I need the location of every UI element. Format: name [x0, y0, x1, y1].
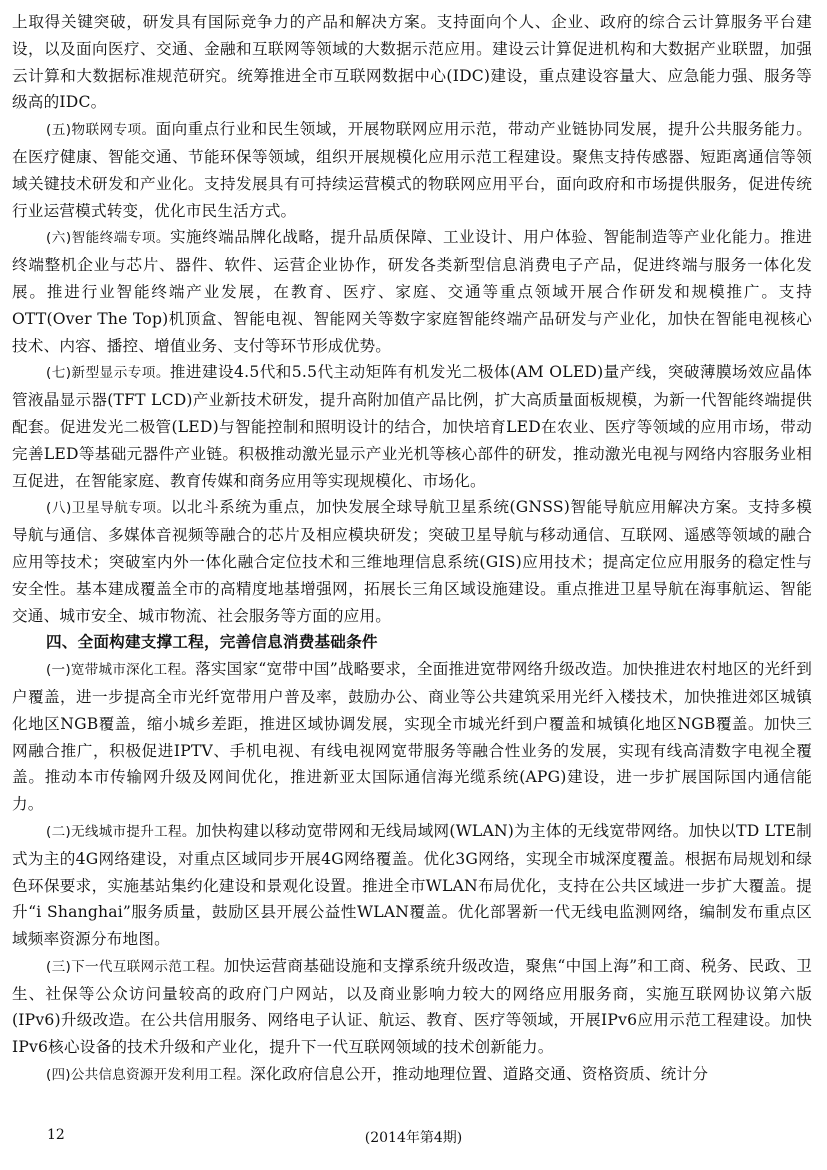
item-label: (七)新型显示专项。	[46, 365, 170, 382]
item-text: 加快运营商基础设施和支撑系统升级改造，聚焦“中国上海”和工商、税务、民政、卫生、社保等公众访问量较高的政府门户网站，以及商业影响力较大的网络应用服务商，实施互联网协议第六版(IPv6)升级改造。在公共信用服务、网络电子认证、航运、教育、医疗等领域，开展IPv6应用示范工程建设。加快IPv6核心设备的技术升级和产业化，提升下一代互联网领域的技术创新能力。	[12, 956, 812, 1057]
item-text: 加快构建以移动宽带网和无线局域网(WLAN)为主体的无线宽带网络。加快以TD LTE制式为主的4G网络建设，对重点区域同步开展4G网络覆盖。优化3G网络，实现全市城深度覆盖。根据布局规划和绿色环保要求，实施基站集约化建设和景观化设置。推进全市WLAN布局优化，支持在公共区域进一步扩大覆盖。提升“i Shanghai”服务质量，鼓励区县开展公益性WLAN覆盖。优化部署新一代无线电监测网络，编制发布重点区域频率资源分布地图。	[12, 821, 812, 949]
paragraph-next-gen-internet	[12, 953, 812, 1061]
item-label: (二)无线城市提升工程。	[46, 823, 196, 840]
article-body	[12, 9, 812, 1089]
paragraph-satellite-navigation	[12, 494, 812, 629]
item-text: 落实国家“宽带中国”战略要求，全面推进宽带网络升级改造。加快推进农村地区的光纤到户覆盖，进一步提高全市光纤宽带用户普及率，鼓励办公、商业等公共建筑采用光纤入楼技术，加快推进郊区城镇化地区NGB覆盖，缩小城乡差距，推进区域协调发展，实现全市城光纤到户覆盖和城镇化地区NGB覆盖。加快三网融合推广，积极促进IPTV、手机电视、有线电视网宽带服务等融合性业务的发展，实现有线高清数字电视全覆盖。推动本市传输网升级及网间优化，推进新亚太国际通信海光缆系统(APG)建设，进一步扩展国际国内通信能力。	[12, 660, 812, 814]
item-label: (五)物联网专项。	[46, 122, 156, 139]
paragraph-iot	[12, 116, 812, 224]
item-label: (一)宽带城市深化工程。	[46, 662, 196, 679]
paragraph-broadband-city	[12, 656, 812, 818]
item-label: (八)卫星导航专项。	[46, 500, 171, 517]
paragraph-wireless-city	[12, 818, 812, 953]
item-label: (三)下一代互联网示范工程。	[46, 958, 224, 975]
item-text: 以北斗系统为重点，加快发展全球导航卫星系统(GNSS)智能导航应用解决方案。支持多模导航与通信、多媒体音视频等融合的芯片及相应模块研发；突破卫星导航与移动通信、互联网、遥感等领域的融合应用等技术；突破室内外一体化融合定位技术和三维地理信息系统(GIS)应用技术；提高定位应用服务的稳定性与安全性。基本建成覆盖全市的高精度地基增强网，拓展长三角区域设施建设。重点推进卫星导航在海事航运、智能交通、城市安全、城市物流、社会服务等方面的应用。	[12, 498, 812, 625]
section-heading: 四、全面构建支撑工程，完善信息消费基础条件	[46, 633, 378, 652]
item-text: 深化政府信息公开，推动地理位置、道路交通、资格资质、统计分	[250, 1065, 709, 1084]
paragraph-public-info-resources	[12, 1061, 812, 1089]
page-number: 12	[47, 1127, 65, 1143]
paragraph-new-display	[12, 359, 812, 494]
item-text: 面向重点行业和民生领域，开展物联网应用示范，带动产业链协同发展，提升公共服务能力。在医疗健康、智能交通、节能环保等领域，组织开展规模化应用示范工程建设。聚焦支持传感器、短距离通信等领域关键技术研发和产业化。支持发展具有可持续运营模式的物联网应用平台，面向政府和市场提供服务，促进传统行业运营模式转变，优化市民生活方式。	[12, 120, 812, 220]
item-text: 推进建设4.5代和5.5代主动矩阵有机发光二极体(AM OLED)量产线，突破薄膜场效应晶体管液晶显示器(TFT LCD)产业新技术研发，提升高附加值产品比例，扩大高质量面板规模，为新一代智能终端提供配套。促进发光二极管(LED)与智能控制和照明设计的结合，加快培育LED在农业、医疗等领域的应用市场，带动完善LED等基础元器件产业链。积极推动激光显示产业光机等核心部件的研发，推动激光电视与网络内容服务业相互促进，在智能家庭、教育传媒和商务应用等实现规模化、市场化。	[12, 363, 812, 490]
item-label: (四)公共信息资源开发利用工程。	[46, 1067, 251, 1084]
item-label: (六)智能终端专项。	[46, 230, 170, 247]
paragraph-continued: 上取得关键突破，研发具有国际竞争力的产品和解决方案。支持面向个人、企业、政府的综合云计算服务平台建设，以及面向医疗、交通、金融和互联网等领域的大数据示范应用。建设云计算促进机构和大数据产业联盟，加强云计算和大数据标准规范研究。统筹推进全市互联网数据中心(IDC)建设，重点建设容量大、应急能力强、服务等级高的IDC。	[12, 13, 812, 112]
item-text: 实施终端品牌化战略，提升品质保障、工业设计、用户体验、智能制造等产业化能力。推进终端整机企业与芯片、器件、软件、运营企业协作，研发各类新型信息消费电子产品，促进终端与服务一体化发展。推进行业智能终端产业发展，在教育、医疗、家庭、交通等重点领域开展合作研发和规模推广。支持OTT(Over The Top)机顶盒、智能电视、智能网关等数字家庭智能终端产品研发与产业化，加快在智能电视核心技术、内容、播控、增值业务、支付等环节形成优势。	[12, 228, 812, 355]
paragraph-smart-terminal	[12, 224, 812, 359]
issue-label: (2014年第4期)	[364, 1130, 463, 1146]
